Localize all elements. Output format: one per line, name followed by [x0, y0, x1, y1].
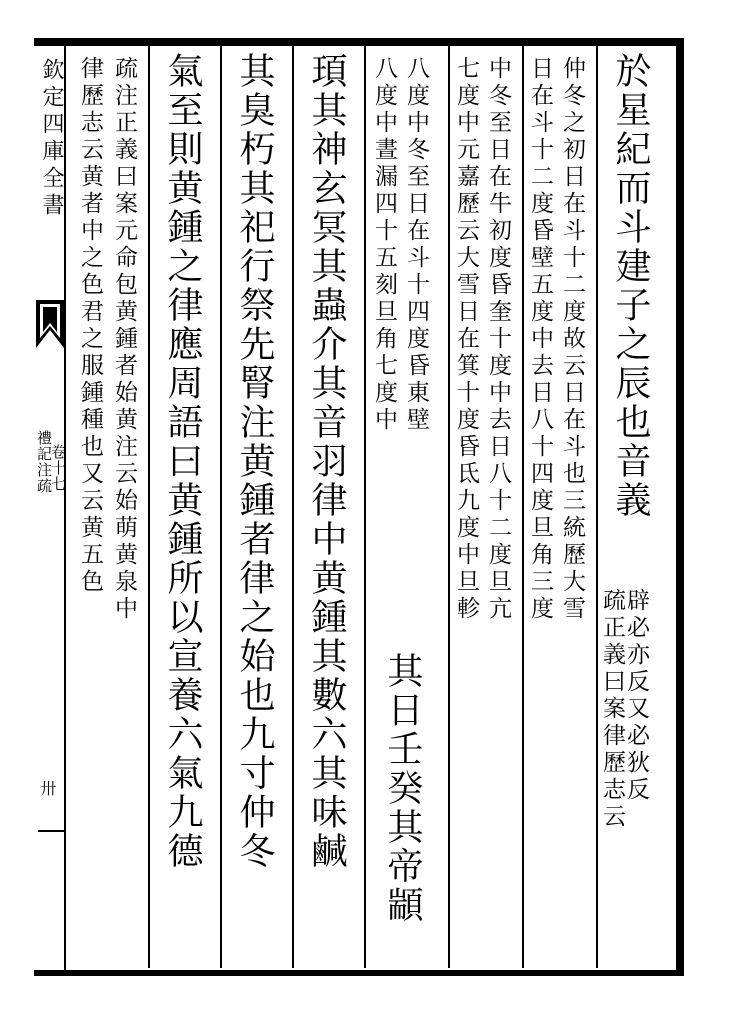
- column-rule: [448, 46, 450, 968]
- margin-volume: 卷十七: [49, 444, 67, 492]
- margin-page-number: 卅: [38, 780, 57, 796]
- margin-title: 欽定四庫全書: [39, 58, 64, 220]
- text-column-9a: 疏注正義曰案元命包黄鍾者始黄注云始萌黄泉中: [111, 56, 137, 623]
- text-column-4a: 中冬至日在牛初度昏奎十度中去日八十二度旦亢: [485, 56, 511, 623]
- column-rule: [220, 46, 222, 968]
- text-column-2a: 辟必亦反又必狄反: [623, 588, 649, 804]
- page-number-rule: [38, 830, 66, 832]
- text-column-5b: 八度中晝漏四十五刻旦角七度中: [371, 56, 397, 434]
- text-column-3b: 日在斗十二度昏壁五度中去日八十四度旦角三度: [527, 56, 553, 623]
- fish-tail-ornament: [36, 300, 64, 348]
- column-rule: [148, 46, 150, 968]
- text-column-3a: 仲冬之初日在斗十二度故云日在斗也三統歷大雪: [559, 56, 585, 623]
- column-rule: [292, 46, 294, 968]
- text-column-5c: 其日壬癸其帝顓: [382, 652, 423, 925]
- text-column-5a: 八度中冬至日在斗十四度昏東壁: [403, 56, 429, 434]
- margin-book-title: 禮記注疏: [35, 430, 53, 494]
- text-column-6: 頊其神玄冥其蟲介其音羽律中黄鍾其數六其味鹹: [306, 52, 347, 871]
- column-rule: [364, 46, 366, 968]
- text-column-9b: 律歷志云黄者中之色君之服鍾種也又云黄五色: [77, 56, 103, 596]
- text-column-2b: 疏正義曰案律歷志云: [599, 588, 625, 831]
- column-rule: [596, 46, 598, 968]
- text-column-8: 氣至則黄鍾之律應周語曰黄鍾所以宣養六氣九德: [162, 52, 203, 871]
- text-column-7: 其臭朽其祀行祭先腎注黄鍾者律之始也九寸仲冬: [234, 52, 275, 871]
- column-rule: [522, 46, 524, 968]
- text-column-4b: 七度中元嘉歷云大雪日在箕十度昏氐九度中旦軫: [453, 56, 479, 623]
- text-column-1: 於星紀而斗建子之辰也音義: [610, 52, 651, 520]
